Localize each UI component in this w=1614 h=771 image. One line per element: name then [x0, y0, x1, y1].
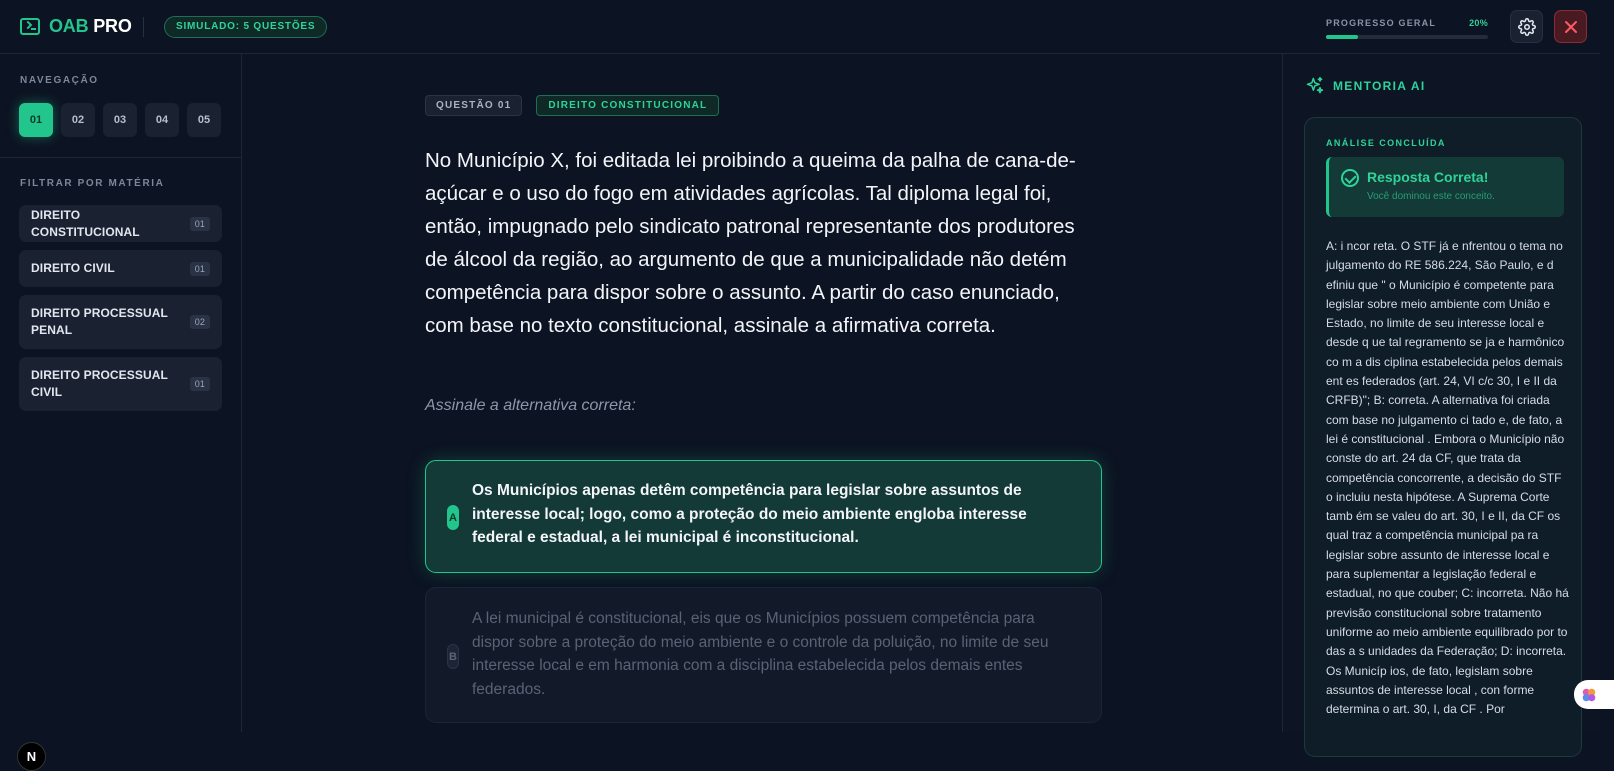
subject-count: 02: [190, 315, 210, 329]
sparkles-icon: [1305, 76, 1325, 96]
question-badges: [425, 95, 719, 116]
close-icon: [1564, 20, 1578, 34]
option-text: A lei municipal é constitucional, eis que os Municípios possuem competência para dispor sobre a proteção do meio ambiente e o controle da poluição, no limite de seu interesse local e em harmonia com a disciplina estabelecida pelos demais entes federados.: [472, 610, 1049, 698]
question-nav-button[interactable]: 05: [187, 103, 221, 137]
subject-name: DIREITO CIVIL: [31, 261, 115, 275]
sidebar-divider: [0, 157, 241, 158]
option-letter: A: [447, 505, 459, 530]
gear-icon: [1518, 18, 1536, 36]
sidebar: [0, 54, 242, 764]
terminal-icon: [20, 18, 40, 35]
question-number-badge: QUESTÃO 01: [425, 95, 522, 116]
question-subject-badge: DIREITO CONSTITUCIONAL: [536, 95, 719, 116]
result-box: [1326, 157, 1564, 217]
app-logo[interactable]: [49, 16, 132, 37]
subject-filter-item[interactable]: [19, 295, 222, 349]
header-divider: [143, 17, 144, 37]
progress-fill: [1326, 35, 1358, 39]
subject-filter-item[interactable]: [19, 250, 222, 287]
logo-secondary: PRO: [93, 16, 132, 36]
result-subtitle: Você dominou este conceito.: [1367, 191, 1495, 202]
overall-progress: [1326, 18, 1488, 39]
progress-percent: 20%: [1469, 18, 1488, 28]
subject-filter-item[interactable]: [19, 357, 222, 411]
settings-button[interactable]: [1510, 10, 1543, 43]
next-logo-icon[interactable]: [17, 742, 46, 771]
result-title: Resposta Correta!: [1367, 169, 1489, 185]
question-nav-button[interactable]: 04: [145, 103, 179, 137]
subject-filter-list: [19, 205, 222, 419]
progress-label: PROGRESSO GERAL: [1326, 18, 1437, 28]
option-text: Os Municípios apenas detêm competência para legislar sobre assuntos de interesse local; logo, como a proteção do meio ambiente engloba interesse federal e estadual, a lei municipal é inconstitucional.: [472, 482, 1027, 546]
mentor-header: [1305, 76, 1426, 96]
question-navigator: [19, 103, 221, 137]
question-area: [242, 54, 1282, 732]
next-logo-letter: N: [26, 749, 37, 764]
assistant-float-button[interactable]: [1574, 680, 1614, 709]
mentor-title: MENTORIA AI: [1333, 79, 1426, 93]
question-nav-button[interactable]: 01: [19, 103, 53, 137]
simulation-badge: SIMULADO: 5 QUESTÕES: [164, 16, 327, 38]
subject-name: DIREITO CONSTITUCIONAL: [31, 207, 140, 239]
mentor-panel: [1282, 54, 1600, 732]
subject-count: 01: [190, 377, 210, 391]
subject-name: DIREITO PROCESSUAL PENAL: [31, 306, 168, 337]
subject-filter-item[interactable]: [19, 205, 222, 242]
subject-count: 01: [190, 217, 210, 231]
nav-heading: NAVEGAÇÃO: [20, 75, 99, 86]
question-instruction: Assinale a alternativa correta:: [425, 397, 636, 414]
question-nav-button[interactable]: 02: [61, 103, 95, 137]
question-nav-button[interactable]: 03: [103, 103, 137, 137]
answer-option-a[interactable]: [425, 460, 1102, 573]
check-circle-icon: [1341, 169, 1359, 187]
question-statement: No Município X, foi editada lei proibindo a queima da palha de cana-de-açúcar e o uso do fogo em atividades agrícolas. Tal diploma legal foi, então, impugnado pelo sindicato patronal representante dos produtores de álcool da região, ao argumento de que a municipalidade não detém competência para dispor sobre o assunto. A partir do caso enunciado, com base no texto constitucional, assinale a afirmativa correta.: [425, 149, 1076, 337]
subject-count: 01: [190, 262, 210, 276]
subject-name: DIREITO PROCESSUAL CIVIL: [31, 368, 168, 399]
logo-primary: OAB: [49, 16, 89, 36]
analysis-explanation: A: i ncor reta. O STF já e nfrentou o tema no julgamento do RE 586.224, São Paulo, e d efiniu que " o Município é competente para legislar sobre meio ambiente com União e Estado, no limite de seu interesse local e desde q ue tal regramento se ja e harmônico co m a dis ciplina estabelecida pelos demais ent es federados (art. 24, VI c/c 30, I e II da CRFB)"; B: correta. A alternativa foi criada com base no julgamento ci tado e, de fato, a lei é constitucional . Embora o Município não conste do art. 24 da CF, que trata da competência concorrente, a decisão do STF o incluiu nesta hipótese. A Suprema Corte tamb ém se valeu do art. 30, I e II, da CF os qual traz a competência municipal pa ra legislar sobre assunto de interesse local e para suplementar a legislação federal e estadual, no que couber; C: incorreta. Não há previsão constitucional sobre tratamento uniforme ao meio ambiente equilibrado por to das a s unidades da Federação; D: incorreta. Os Municíp ios, de fato, legislam sobre assuntos de interesse local , con forme determina o art. 30, I, da CF . Por: [1326, 239, 1569, 717]
option-letter: B: [447, 644, 459, 669]
analysis-card: [1304, 117, 1582, 757]
brain-icon: [1580, 686, 1598, 704]
progress-track: [1326, 35, 1488, 39]
top-header: [0, 0, 1600, 54]
filter-heading: FILTRAR POR MATÉRIA: [20, 178, 165, 189]
answer-option-b[interactable]: [425, 587, 1102, 723]
analysis-status: ANÁLISE CONCLUÍDA: [1326, 138, 1446, 148]
close-button[interactable]: [1554, 10, 1587, 43]
